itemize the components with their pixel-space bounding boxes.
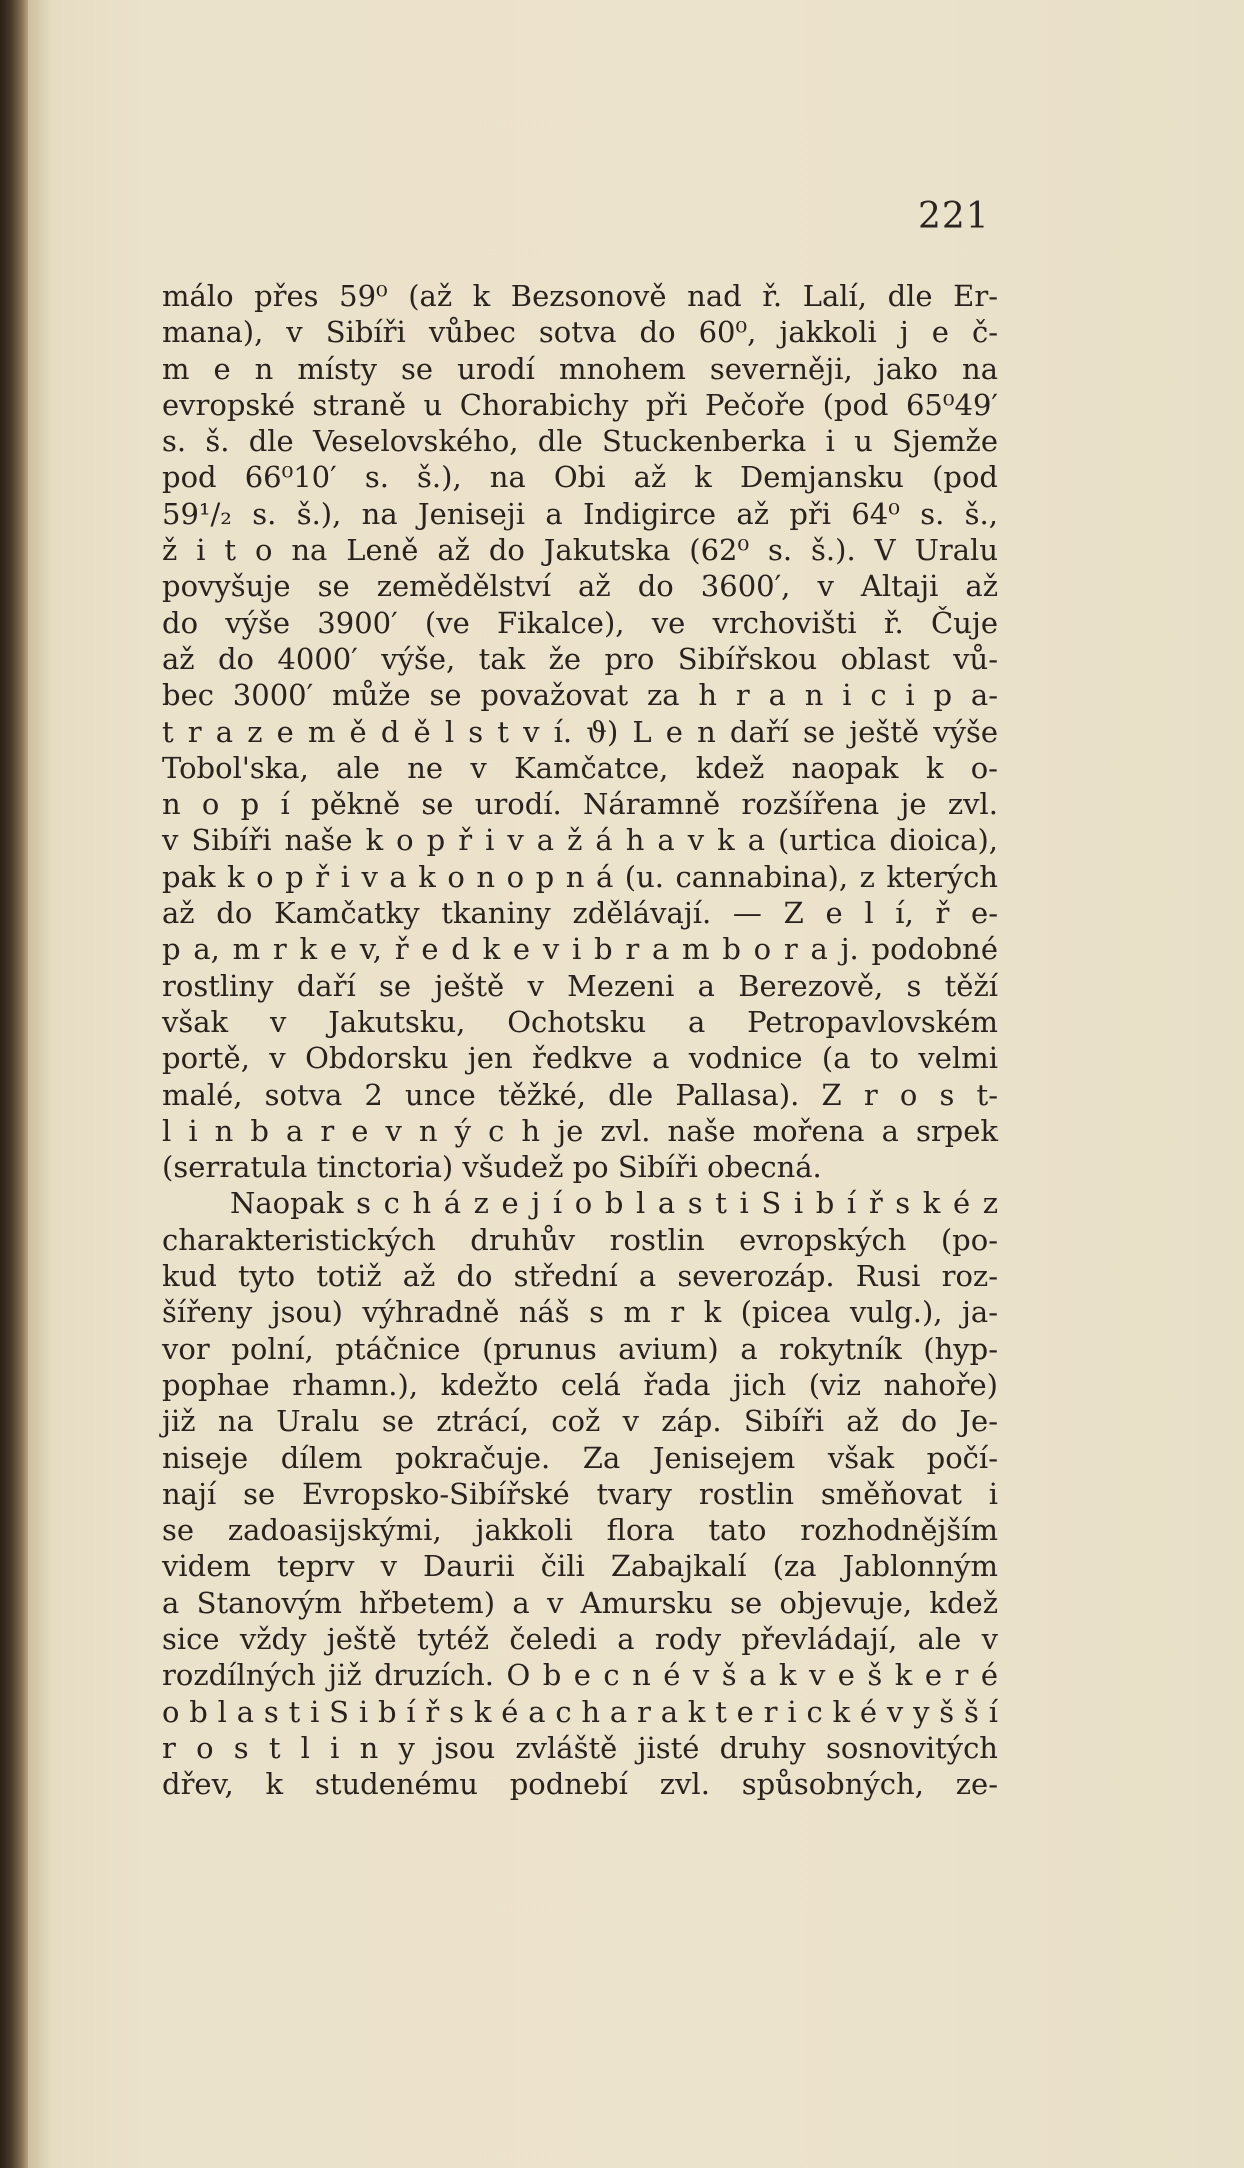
text-line: (serratula tinctoria) všudež po Sibíři obecná.: [162, 1150, 822, 1185]
text-line: rozdílných již druzích. O b e c n é v š a k v e š k e r é: [162, 1658, 998, 1693]
text-line: ž i t o na Leně až do Jakutska (62⁰ s. š.). V Uralu: [162, 533, 998, 568]
text-line: videm teprv v Daurii čili Zabajkalí (za Jablonným: [162, 1549, 998, 1584]
text-line: kud tyto totiž až do střední a severozáp. Rusi roz-: [162, 1259, 998, 1294]
text-line: portě, v Obdorsku jen ředkve a vodnice (a to velmi: [162, 1041, 998, 1076]
text-line: r o s t l i n y jsou zvláště jisté druhy sosnovitých: [162, 1730, 998, 1765]
text-line: evropské straně u Chorabichy při Pečoře (pod 65⁰49′: [162, 387, 998, 422]
text-line: niseje dílem pokračuje. Za Jenisejem však počí-: [162, 1440, 998, 1475]
text-line: dřev, k studenému podnebí zvl. spůsobných, ze-: [162, 1767, 998, 1802]
text-line: rostliny daří se ještě v Mezeni a Berezově, s těží: [162, 968, 998, 1003]
text-line: do výše 3900′ (ve Fikalce), ve vrchovišti ř. Čuje: [162, 605, 998, 640]
text-line: mana), v Sibíři vůbec sotva do 60⁰, jakkoli j e č-: [162, 315, 998, 350]
text-line: t r a z e m ě d ě l s t v í. ϑ) L e n daří se ještě výše: [162, 714, 998, 749]
text-line: vor polní, ptáčnice (prunus avium) a rokytník (hyp-: [162, 1331, 998, 1366]
book-spine-shadow: [0, 0, 28, 2168]
text-line: s. š. dle Veselovského, dle Stuckenberka i u Sjemže: [162, 424, 998, 459]
text-line: sice vždy ještě tytéž čeledi a rody převládají, ale v: [162, 1621, 998, 1656]
text-line: Tobol'ska, ale ne v Kamčatce, kdež naopak k o-: [162, 750, 998, 785]
text-line: m e n místy se urodí mnohem severněji, jako na: [162, 351, 998, 386]
text-line: malé, sotva 2 unce těžké, dle Pallasa). Z r o s t-: [162, 1077, 998, 1112]
text-line: pod 66⁰10′ s. š.), na Obi až k Demjansku (pod: [162, 460, 998, 495]
text-line: 59¹/₂ s. š.), na Jeniseji a Indigirce až při 64⁰ s. š.,: [162, 496, 998, 531]
text-line: charakteristických druhův rostlin evropských (po-: [162, 1222, 998, 1257]
text-line: až do 4000′ výše, tak že pro Sibířskou oblast vů-: [162, 641, 998, 676]
text-line: n o p í pěkně se urodí. Náramně rozšířena je zvl.: [162, 787, 998, 822]
text-line: bec 3000′ může se považovat za h r a n i c i p a-: [162, 678, 998, 713]
text-line: a Stanovým hřbetem) a v Amursku se objevuje, kdež: [162, 1585, 998, 1620]
book-page: [28, 0, 1244, 2168]
text-line: však v Jakutsku, Ochotsku a Petropavlovském: [162, 1004, 998, 1039]
text-line: p a, m r k e v, ř e d k e v i b r a m b o r a j. podobné: [162, 932, 998, 967]
text-line: Naopak s c h á z e j í o b l a s t i S i b í ř s k é z: [230, 1186, 998, 1221]
text-line: l i n b a r e v n ý c h je zvl. naše mořena a srpek: [162, 1113, 998, 1148]
text-line: šířeny jsou) výhradně náš s m r k (picea vulg.), ja-: [162, 1295, 998, 1330]
text-line: pophae rhamn.), kdežto celá řada jich (viz nahoře): [162, 1367, 998, 1402]
text-line: pak k o p ř i v a k o n o p n á (u. cannabina), z kterých: [162, 859, 998, 894]
text-line: již na Uralu se ztrácí, což v záp. Sibíři až do Je-: [162, 1404, 998, 1439]
body-text: [162, 278, 998, 1802]
text-line: až do Kamčatky tkaniny zdělávají. — Z e l í, ř e-: [162, 896, 998, 931]
text-line: se zadoasijskými, jakkoli flora tato rozhodnějším: [162, 1513, 998, 1548]
text-line: nají se Evropsko-Sibířské tvary rostlin směňovat i: [162, 1476, 998, 1511]
text-line: málo přes 59⁰ (až k Bezsonově nad ř. Lalí, dle Er-: [162, 279, 998, 313]
text-line: v Sibíři naše k o p ř i v a ž á h a v k a (urtica dioica),: [162, 823, 998, 858]
text-line: o b l a s t i S i b í ř s k é a c h a r a k t e r i c k é v y š š í: [162, 1694, 998, 1729]
page-number: 221: [918, 196, 990, 237]
text-line: povyšuje se zemědělství až do 3600′, v Altaji až: [162, 569, 998, 604]
